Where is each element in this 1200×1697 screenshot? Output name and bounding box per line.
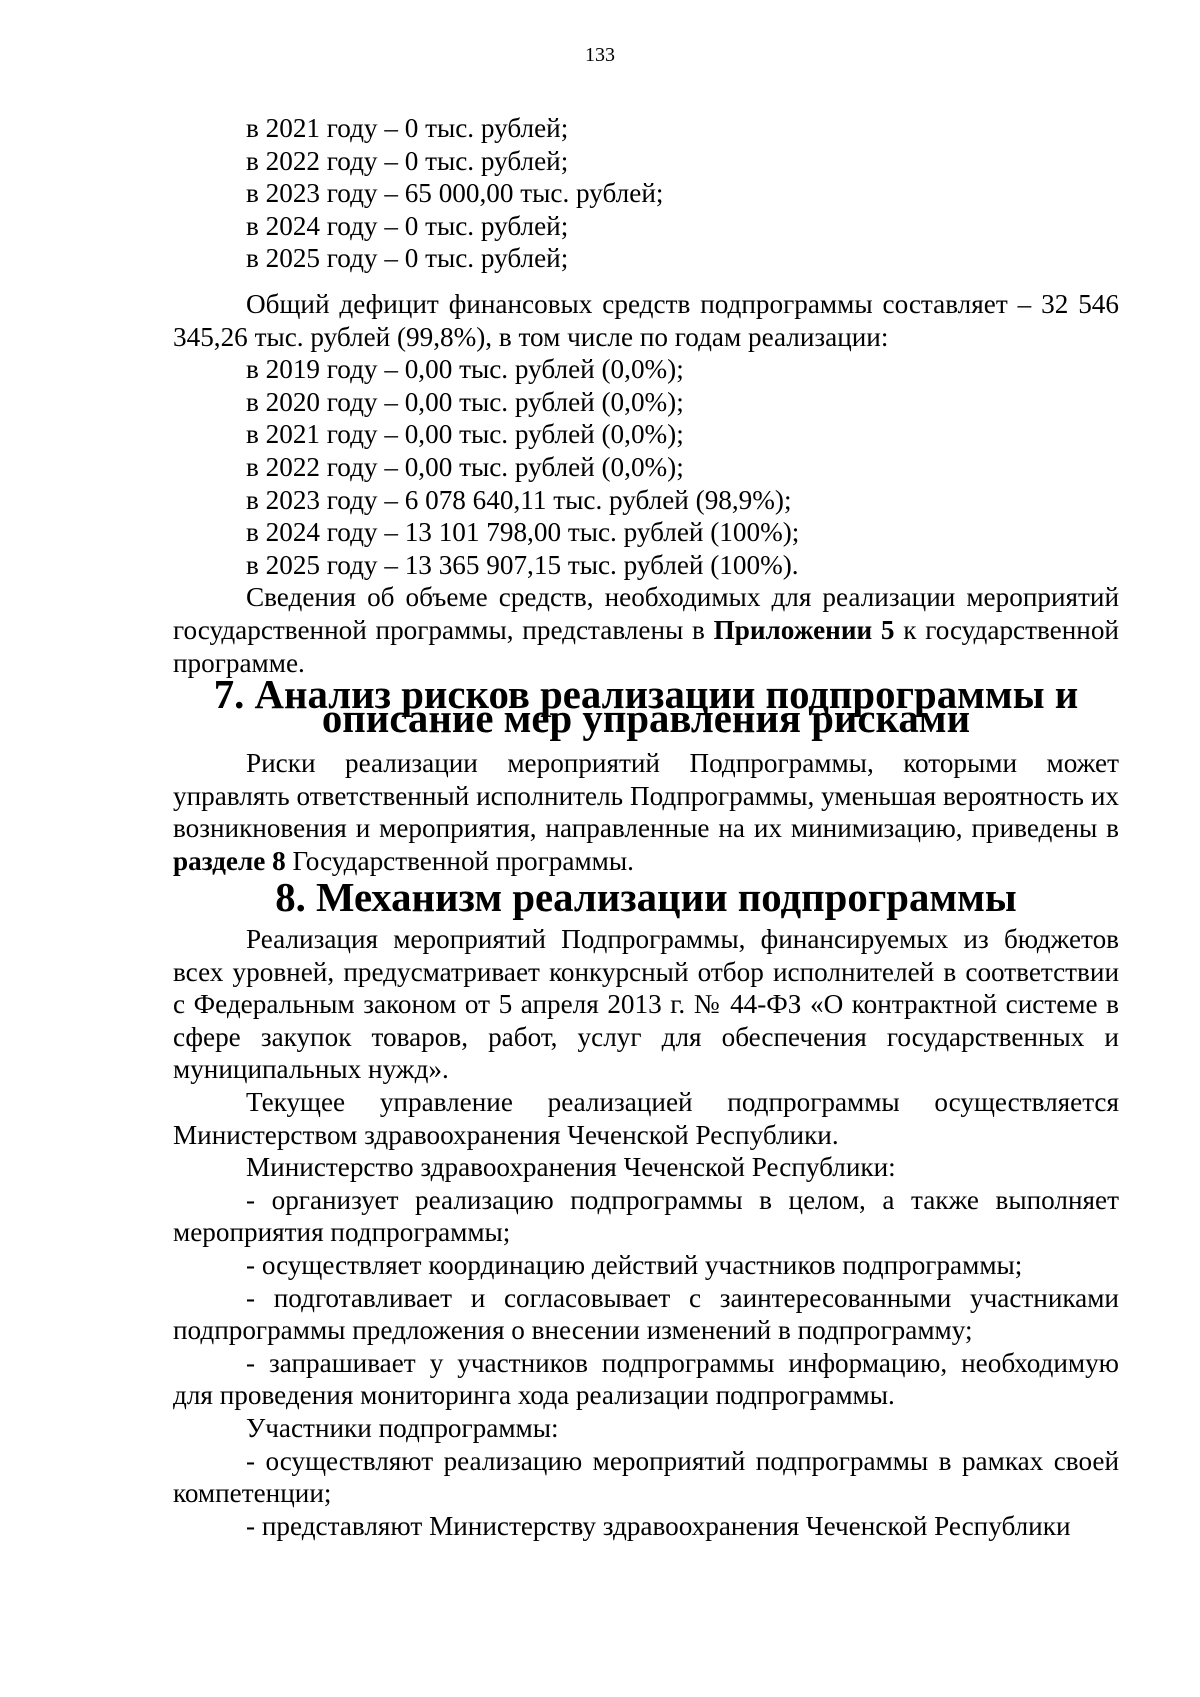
participants-list-item: - осуществляют реализацию мероприятий подпрограммы в рамках своей компетенции; — [173, 1445, 1119, 1509]
list-item: в 2025 году – 13 365 907,15 тыс. рублей (100%). — [246, 549, 799, 580]
list-item: в 2022 году – 0 тыс. рублей; — [246, 145, 569, 176]
appendix-reference-bold: Приложении 5 — [713, 614, 895, 645]
ministry-list-item: - организует реализацию подпрограммы в целом, а также выполняет мероприятия подпрограммы; — [173, 1184, 1119, 1248]
section-7-text-after: Государственной программы. — [285, 845, 634, 876]
list-item: в 2021 году – 0 тыс. рублей; — [246, 113, 569, 143]
section-7-paragraph — [173, 747, 1119, 877]
participants-intro: Участники подпрограммы: — [246, 1412, 559, 1443]
page-number: 133 — [585, 44, 615, 66]
appendix-text-before: Сведения об объеме средств, необходимых для реализации мероприятий государственной программы, представлены в — [173, 582, 1119, 645]
document-body — [173, 112, 1119, 1542]
ministry-list-item: - подготавливает и согласовывает с заинтересованными участниками подпрограммы предложения о внесении изменений в подпрограмму; — [173, 1282, 1119, 1346]
deficit-intro-paragraph: Общий дефицит финансовых средств подпрограммы составляет – 32 546 345,26 тыс. рублей (99,8%), в том числе по годам реализации: — [173, 288, 1119, 352]
list-item: в 2019 году – 0,00 тыс. рублей (0,0%); — [246, 354, 684, 385]
funding-by-year-list — [173, 112, 1119, 275]
deficit-by-year-list — [173, 353, 1119, 581]
section-reference-bold: разделе 8 — [173, 845, 286, 876]
section-8-paragraph-1: Реализация мероприятий Подпрограммы, финансируемых из бюджетов всех уровней, предусматривает конкурсный отбор исполнителей в соответствии с Федеральным законом от 5 апреля 2013 г. № 44-ФЗ «О контрактной системе в сфере закупок товаров, работ, услуг для обеспечения государственных и муниципальных нужд». — [173, 924, 1119, 1085]
ministry-list-item: - запрашивает у участников подпрограммы информацию, необходимую для проведения мониторинга хода реализации подпрограммы. — [173, 1347, 1119, 1411]
list-item: в 2021 году – 0,00 тыс. рублей (0,0%); — [246, 419, 684, 450]
appendix-text-after: к государственной программе. — [173, 614, 1119, 678]
list-item: в 2025 году – 0 тыс. рублей; — [246, 243, 569, 274]
participants-list-item: - представляют Министерству здравоохранения Чеченской Республики — [246, 1510, 1071, 1541]
list-item: в 2024 году – 13 101 798,00 тыс. рублей (100%); — [246, 517, 800, 548]
list-item: в 2023 году – 65 000,00 тыс. рублей; — [246, 178, 664, 209]
list-item: в 2024 году – 0 тыс. рублей; — [246, 210, 569, 241]
section-8-paragraph-2: Текущее управление реализацией подпрограммы осуществляется Министерством здравоохранения Чеченской Республики. — [173, 1087, 1119, 1150]
list-item: в 2020 году – 0,00 тыс. рублей (0,0%); — [246, 386, 684, 417]
list-item: в 2022 году – 0,00 тыс. рублей (0,0%); — [246, 451, 684, 482]
list-item: в 2023 году – 6 078 640,11 тыс. рублей (98,9%); — [246, 484, 792, 515]
section-7-text-before: Риски реализации мероприятий Подпрограммы, которыми может управлять ответственный исполнитель Подпрограммы, уменьшая вероятность их возникновения и мероприятия, направленные на их минимизацию, приведены в — [173, 748, 1119, 844]
section-7-heading: 7. Анализ рисков реализации подпрограммы и описание мер управления рисками — [213, 672, 1079, 742]
ministry-intro: Министерство здравоохранения Чеченской Республики: — [246, 1152, 896, 1183]
appendix-reference-paragraph — [173, 581, 1119, 679]
section-8-heading: 8. Механизм реализации подпрограммы — [275, 875, 1017, 921]
ministry-list-item: - осуществляет координацию действий участников подпрограммы; — [246, 1250, 1023, 1280]
